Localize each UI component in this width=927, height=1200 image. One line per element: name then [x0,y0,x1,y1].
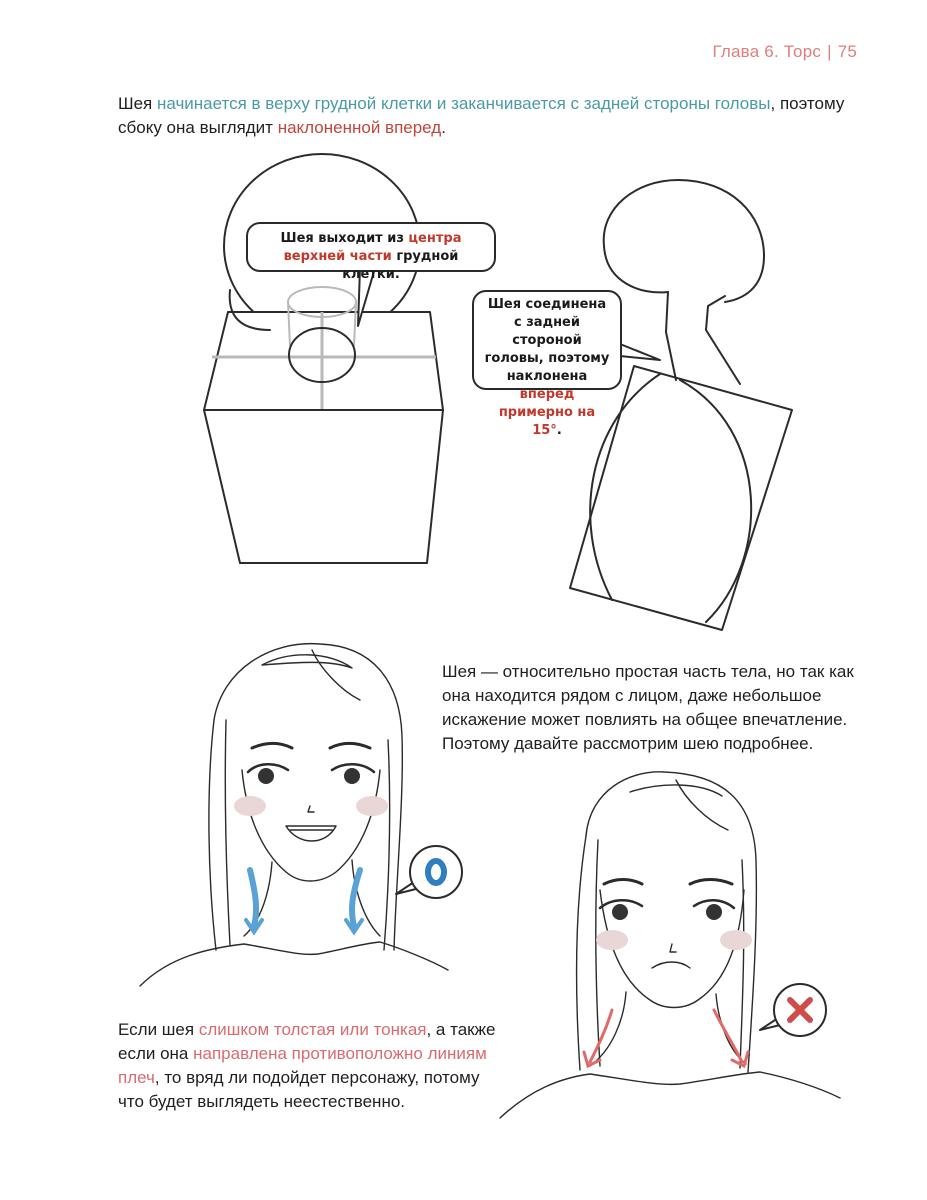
mistakes-text: Если шея [118,1020,199,1039]
callout-highlight: центра верхней части [283,231,462,264]
side-neck-callout [472,290,622,438]
callout-text: грудной клетки. [342,249,459,282]
callout-text: Шея выходит из [280,231,409,246]
intro-highlight-teal: начинается в верху грудной клетки и заканчивается с задней стороны головы [156,94,771,113]
mistakes-highlight: направлена противоположно линиям плеч [118,1044,487,1087]
mistakes-text: , а также если она [118,1020,496,1063]
header-separator: | [827,42,832,61]
intro-text: . [441,118,446,137]
chapter-title: Глава 6. Торс [712,42,822,61]
mistakes-highlight: слишком толстая или тонкая [198,1020,427,1039]
front-neck-diagram [204,154,443,563]
callout-text: . [556,423,562,438]
intro-text: , поэтому сбоку она выглядит [118,94,845,137]
callout-text: Шея соединена с задней стороной головы, поэтому наклонена [484,297,610,384]
neck-mistakes-paragraph [118,1018,506,1114]
front-neck-callout [246,222,496,282]
correct-neck-drawing [140,644,448,986]
side-neck-diagram [570,180,792,630]
callout-highlight: вперед примерно на 15° [498,387,596,438]
neck-description-paragraph: Шея — относительно простая часть тела, но так как она находится рядом с лицом, даже небольшое искажение может повлиять на общее впечатление. Поэтому давайте рассмотрим шею подробнее. [442,662,854,753]
page-number: 75 [837,42,857,61]
mistakes-text: , то вряд ли подойдет персонажу, потому что будет выглядеть неестественно. [118,1068,480,1111]
intro-highlight-red: наклоненной вперед [277,118,442,137]
intro-text: Шея [118,94,157,113]
correct-circle-icon [410,846,462,898]
wrong-neck-drawing [500,772,840,1118]
wrong-cross-icon [774,984,826,1036]
